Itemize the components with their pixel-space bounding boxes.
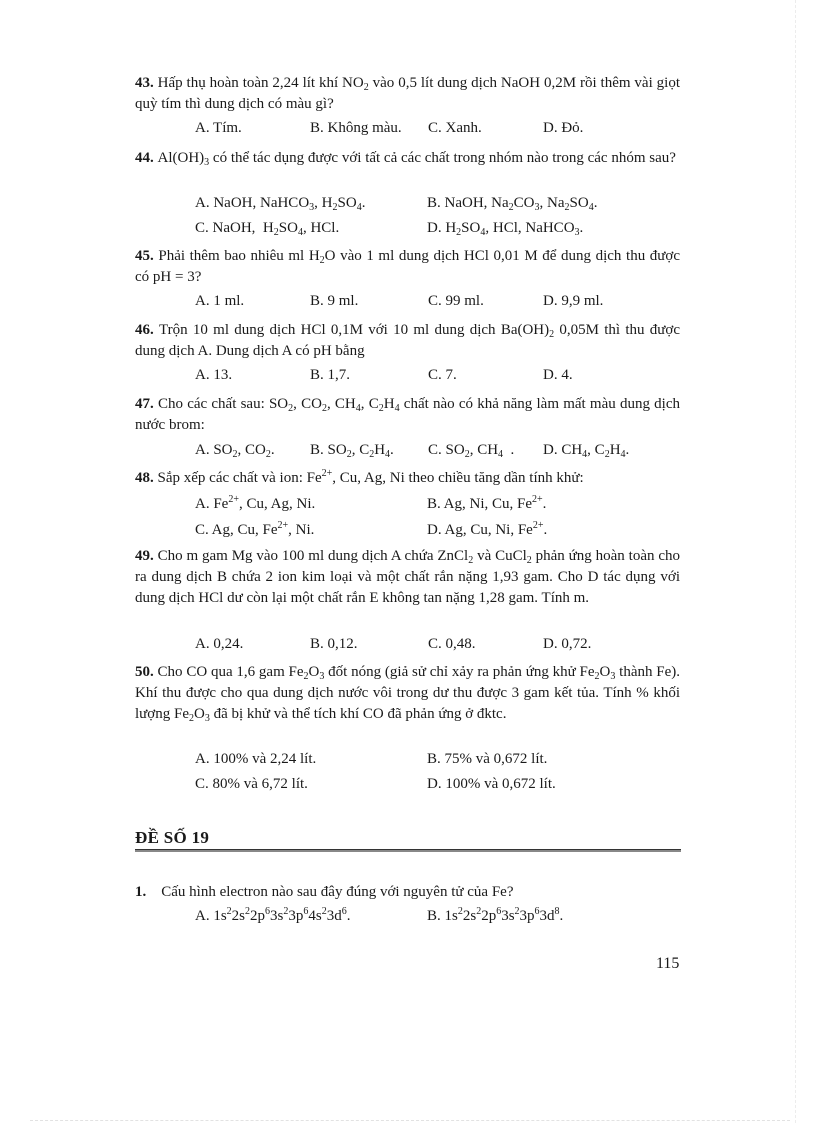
- page-border-right: [795, 0, 796, 1123]
- question-45: 45. Phải thêm bao nhiêu ml $H_2O$ vào 1 ml dung dịch HCl 0,01 M để dung dịch thu được có pH = 3?: [135, 248, 681, 285]
- option-a[interactable]: A. NaOH, NaHCO$_3$, $H_2SO_4$.: [195, 195, 366, 213]
- option-d[interactable]: D. 100% và 0,672 lít.: [427, 776, 556, 792]
- question-number: 49.: [135, 548, 158, 564]
- options-48-row1: [195, 494, 680, 515]
- options-1: [195, 906, 680, 927]
- option-a[interactable]: A. 1 ml.: [195, 293, 245, 309]
- options-45: [195, 291, 680, 312]
- options-44-row1: [195, 193, 680, 214]
- option-d[interactable]: D. Đỏ.: [543, 120, 584, 136]
- option-c[interactable]: C. Xanh.: [428, 120, 482, 136]
- option-b[interactable]: B. 1,7.: [310, 367, 351, 383]
- option-d[interactable]: D. 4.: [543, 367, 573, 383]
- options-46: [195, 365, 680, 386]
- option-c[interactable]: C. NaOH, $H_2SO_4$, HCl.: [195, 220, 340, 238]
- option-d[interactable]: D. $H_2SO_4$, HCl, NaHCO$_3$.: [427, 220, 584, 238]
- option-d[interactable]: D. 9,9 ml.: [543, 293, 604, 309]
- option-b[interactable]: B. 75% và 0,672 lít.: [427, 751, 548, 767]
- page-border-bottom: [30, 1120, 790, 1121]
- option-b[interactable]: B. 9 ml.: [310, 293, 359, 309]
- option-c[interactable]: C. Ag, Cu, $Fe^{2+}$, Ni.: [195, 520, 315, 538]
- question-47: 47. Cho các chất sau: $SO_2$, $CO_2$, $CH_4$, $C_2H_4$ chất nào có khả năng làm mất màu dung dịch nước brom:: [135, 396, 681, 433]
- option-a[interactable]: A. Tím.: [195, 120, 242, 136]
- question-number: 44.: [135, 150, 158, 166]
- page-number: 115: [656, 955, 680, 972]
- option-b[interactable]: B. $1s^22s^22p^63s^23p^63d^8$.: [427, 906, 564, 924]
- option-a[interactable]: A. 100% và 2,24 lít.: [195, 751, 317, 767]
- option-d[interactable]: D. $CH_4$, $C_2H_4$.: [543, 442, 630, 460]
- option-c[interactable]: C. 99 ml.: [428, 293, 484, 309]
- question-number: 50.: [135, 664, 158, 680]
- question-1: 1. Cấu hình electron nào sau đây đúng với nguyên tử của Fe?: [135, 884, 514, 900]
- options-43: [195, 118, 680, 139]
- section-title: ĐỀ SỐ 19: [135, 828, 210, 847]
- question-43: 43. Hấp thụ hoàn toàn 2,24 lít khí $NO_2$ vào 0,5 lít dung dịch NaOH 0,2M rồi thêm vài giọt quỳ tím thì dung dịch có màu gì?: [135, 75, 680, 112]
- option-c[interactable]: C. $SO_2$, $CH_4$ .: [428, 442, 515, 460]
- options-48-row2: [195, 520, 680, 541]
- options-50-row2: [195, 774, 680, 795]
- options-50-row1: [195, 749, 680, 770]
- options-47: [195, 440, 680, 461]
- question-50: 50. Cho CO qua 1,6 gam $Fe_2O_3$ đốt nóng (giả sử chỉ xảy ra phản ứng khử $Fe_2O_3$ thành Fe). Khí thu được cho qua dung dịch nước vôi trong dư thu được 3 gam kết tủa. Tính % khối lượng $Fe_2O_3$ đã bị khử và thể tích khí CO đã phản ứng ở đktc.: [135, 664, 681, 724]
- option-b[interactable]: B. Không màu.: [310, 120, 402, 136]
- options-49: [195, 634, 680, 655]
- question-46: 46. Trộn 10 ml dung dịch HCl 0,1M với 10 ml dung dịch $Ba(OH)_2$ 0,05M thì thu được dung dịch A. Dung dịch A có pH bằng: [135, 322, 681, 359]
- question-number: 43.: [135, 75, 158, 91]
- option-b[interactable]: B. NaOH, $Na_2CO_3$, $Na_2SO_4$.: [427, 195, 598, 213]
- option-a[interactable]: A. $SO_2$, $CO_2$.: [195, 442, 275, 460]
- question-number: 46.: [135, 322, 160, 338]
- option-c[interactable]: C. 0,48.: [428, 636, 476, 652]
- option-c[interactable]: C. 7.: [428, 367, 457, 383]
- question-48: 48. Sắp xếp các chất và ion: $Fe^{2+}$, Cu, Ag, Ni theo chiều tăng dần tính khử:: [135, 468, 584, 486]
- option-a[interactable]: A. $1s^22s^22p^63s^23p^64s^23d^6$.: [195, 906, 351, 924]
- option-a[interactable]: A. 13.: [195, 367, 233, 383]
- section-divider: [135, 849, 681, 852]
- question-number: 1.: [135, 884, 150, 900]
- option-c[interactable]: C. 80% và 6,72 lít.: [195, 776, 308, 792]
- option-b[interactable]: B. $SO_2$, $C_2H_4$.: [310, 442, 394, 460]
- question-number: 45.: [135, 248, 159, 264]
- option-a[interactable]: A. 0,24.: [195, 636, 244, 652]
- option-a[interactable]: A. $Fe^{2+}$, Cu, Ag, Ni.: [195, 494, 316, 512]
- option-b[interactable]: B. Ag, Ni, Cu, $Fe^{2+}$.: [427, 494, 547, 512]
- question-44: 44. $Al(OH)_3$ có thể tác dụng được với tất cả các chất trong nhóm nào trong các nhóm sau?: [135, 150, 676, 168]
- options-44-row2: [195, 218, 680, 239]
- question-number: 48.: [135, 470, 158, 486]
- option-d[interactable]: D. 0,72.: [543, 636, 592, 652]
- option-b[interactable]: B. 0,12.: [310, 636, 358, 652]
- question-number: 47.: [135, 396, 158, 412]
- question-49: 49. Cho m gam Mg vào 100 ml dung dịch A chứa ZnCl$_2$ và CuCl$_2$ phản ứng hoàn toàn cho ra dung dịch B chứa 2 ion kim loại và một chất rắn nặng 1,93 gam. Cho D tác dụng với dung dịch HCl dư còn lại một chất rắn E không tan nặng 1,28 gam. Tính m.: [135, 548, 680, 606]
- option-d[interactable]: D. Ag, Cu, Ni, $Fe^{2+}$.: [427, 520, 548, 538]
